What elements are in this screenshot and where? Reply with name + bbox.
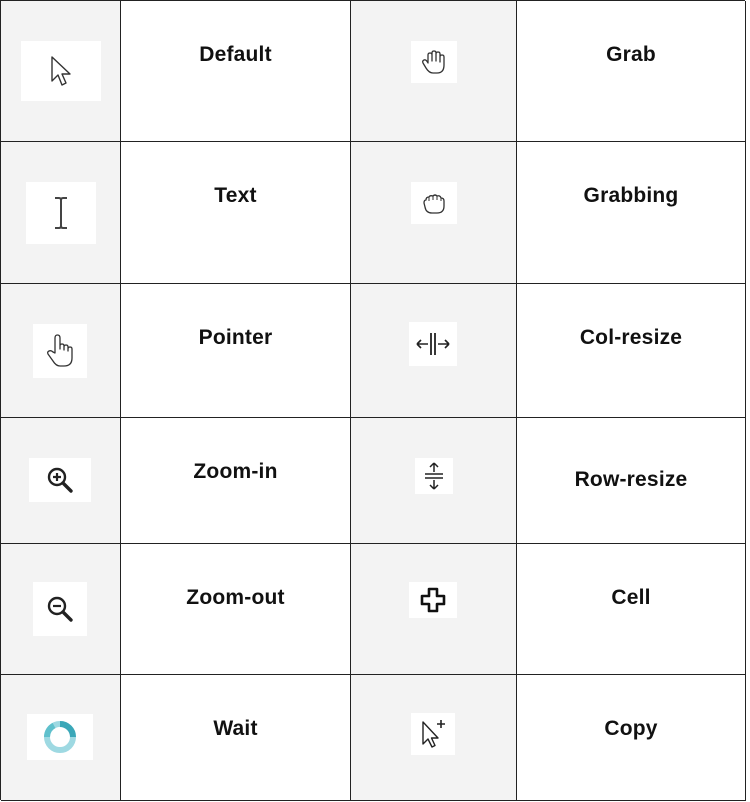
cursor-label: Text bbox=[214, 184, 257, 207]
table-cell bbox=[1, 544, 121, 675]
table-cell bbox=[121, 675, 351, 801]
table-cell bbox=[351, 418, 517, 544]
table-cell bbox=[517, 284, 746, 418]
table-cell bbox=[1, 1, 121, 142]
cursor-label: Zoom-out bbox=[186, 586, 285, 609]
table-cell bbox=[1, 675, 121, 801]
table-cell bbox=[1, 418, 121, 544]
cursor-label: Grab bbox=[606, 43, 656, 66]
cell-cross-cursor-icon bbox=[409, 582, 457, 618]
copy-arrow-plus-cursor-icon bbox=[411, 713, 455, 755]
table-cell bbox=[121, 284, 351, 418]
cursor-label: Wait bbox=[213, 717, 258, 740]
cursor-label: Row-resize bbox=[574, 468, 688, 491]
table-cell bbox=[517, 418, 746, 544]
table-cell bbox=[351, 142, 517, 284]
table-cell bbox=[351, 544, 517, 675]
table-cell bbox=[351, 284, 517, 418]
table-cell bbox=[121, 418, 351, 544]
grabbing-closed-hand-cursor-icon bbox=[411, 182, 457, 224]
table-cell bbox=[351, 675, 517, 801]
table-cell bbox=[517, 675, 746, 801]
cursor-label: Default bbox=[199, 43, 272, 66]
cursor-label: Zoom-in bbox=[193, 460, 278, 483]
text-ibeam-cursor-icon bbox=[26, 182, 96, 244]
table-cell bbox=[517, 544, 746, 675]
cursor-label: Col-resize bbox=[579, 326, 683, 349]
table-cell bbox=[351, 1, 517, 142]
table-cell bbox=[517, 142, 746, 284]
wait-spinner-cursor-icon bbox=[27, 714, 93, 760]
cursor-label: Grabbing bbox=[583, 184, 679, 207]
pointer-hand-cursor-icon bbox=[33, 324, 87, 378]
grab-open-hand-cursor-icon bbox=[411, 41, 457, 83]
table-cell bbox=[517, 1, 746, 142]
table-cell bbox=[121, 142, 351, 284]
table-cell bbox=[121, 544, 351, 675]
zoom-in-cursor-icon bbox=[29, 458, 91, 502]
cursor-label: Cell bbox=[611, 586, 651, 609]
table-cell bbox=[1, 142, 121, 284]
zoom-out-cursor-icon bbox=[33, 582, 87, 636]
table-cell bbox=[121, 1, 351, 142]
table-cell bbox=[1, 284, 121, 418]
cursor-label: Copy bbox=[604, 717, 658, 740]
cursor-label: Pointer bbox=[198, 326, 273, 349]
col-resize-cursor-icon bbox=[409, 322, 457, 366]
default-arrow-cursor-icon bbox=[21, 41, 101, 101]
row-resize-cursor-icon bbox=[415, 458, 453, 494]
